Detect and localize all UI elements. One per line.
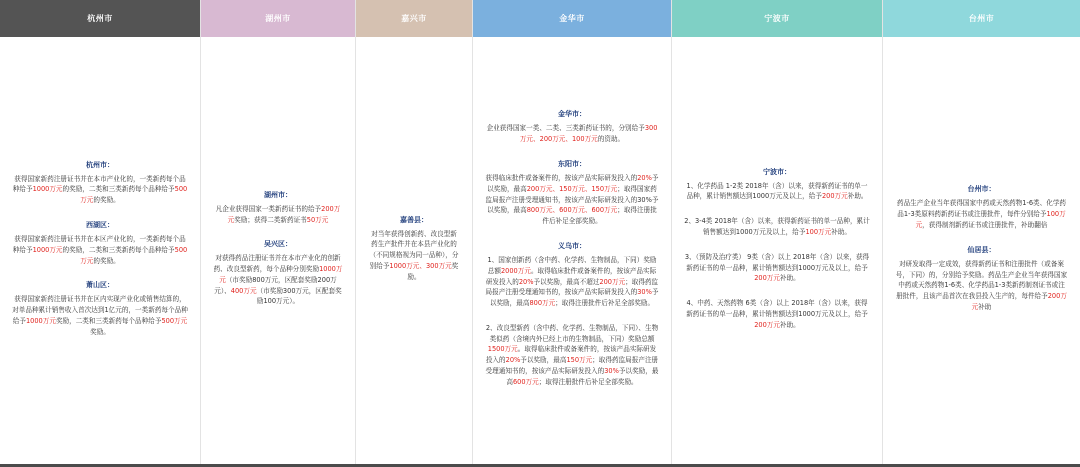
column-huzhou bbox=[201, 0, 356, 464]
text-run: ；取得药监局报产注册受理通知书的，按该产品实际研发投入的 bbox=[485, 277, 659, 297]
column-header: 杭州市 bbox=[0, 0, 200, 37]
text-run: 对研发取得一定成效，获得新药证书和注册批件（或备案号，下同）的，分别给予奖励。药品生产企业当年获得国家中药或天然药物1-6类、化学药品1-3类新药制剂证书或注册批件，且该产品首次在我县投入生产的，每件给予 bbox=[895, 259, 1068, 301]
highlight-amount: 1000万元 bbox=[32, 245, 63, 254]
text-run: （市奖励300万元，区配套奖励100万元）。 bbox=[256, 286, 342, 306]
text-run: 获得国家新药注册证书并在本区产业化的，一类新药每个品种给予 bbox=[12, 234, 186, 254]
policy-section bbox=[684, 216, 870, 238]
highlight-amount: 20% bbox=[518, 277, 534, 286]
highlight-amount: 2000万元 bbox=[500, 266, 531, 275]
text-run: 奖励。 bbox=[90, 327, 110, 336]
column-ningbo bbox=[672, 0, 883, 464]
policy-section bbox=[485, 159, 659, 227]
column-body bbox=[672, 37, 882, 464]
highlight-amount: 200万元 bbox=[971, 292, 1067, 311]
highlight-amount: 200万元 bbox=[227, 204, 341, 224]
text-run: 企业获得国家一类、二类、三类新药证书的，分别给予 bbox=[486, 124, 645, 133]
text-run: 予以奖励，最高 bbox=[489, 288, 659, 308]
text-run: ；取得注册批件后补足全部奖励。 bbox=[555, 299, 655, 308]
text-run: 3、（预防及治疗类） 9类（含）以上 2018年（含）以来，获得新药证书的单一品种，累计销售额达到1000万元及以上，给予 bbox=[684, 252, 870, 272]
region-name: 东阳市： bbox=[558, 159, 586, 168]
highlight-amount: 1000万元、300万元 bbox=[389, 261, 452, 270]
region-name: 嘉善县： bbox=[400, 215, 428, 224]
highlight-amount: 100万元 bbox=[805, 227, 832, 236]
column-header: 宁波市 bbox=[672, 0, 882, 37]
text-run: 予以奖励，最高 bbox=[520, 356, 567, 365]
highlight-amount: 30% bbox=[637, 288, 652, 297]
highlight-amount: 400万元 bbox=[230, 286, 257, 295]
highlight-amount: 800万元、600万元、600万元 bbox=[526, 206, 618, 215]
highlight-amount: 20% bbox=[505, 356, 521, 365]
text-run: 获得国家新药注册证书并在本市产业化的，一类新药每个品种给予 bbox=[12, 174, 186, 194]
policy-text bbox=[12, 234, 188, 266]
highlight-amount: 150万元 bbox=[566, 356, 593, 365]
region-name: 台州市： bbox=[967, 185, 996, 194]
region-name: 湖州市： bbox=[264, 190, 292, 199]
policy-text bbox=[12, 174, 188, 206]
region-name: 杭州市： bbox=[86, 160, 114, 169]
column-taizhou bbox=[883, 0, 1080, 464]
policy-text bbox=[895, 198, 1068, 230]
policy-section bbox=[684, 167, 870, 203]
column-body bbox=[356, 37, 472, 464]
region-name: 宁波市： bbox=[763, 167, 791, 176]
policy-section bbox=[368, 215, 460, 283]
policy-section bbox=[12, 280, 188, 337]
text-run: 补助。 bbox=[780, 274, 800, 283]
highlight-amount: 100万元 bbox=[915, 210, 1066, 229]
region-name: 吴兴区： bbox=[264, 240, 292, 249]
highlight-amount: 1000万元 bbox=[25, 316, 56, 325]
column-header: 金华市 bbox=[473, 0, 671, 37]
text-run: 。取得临床批件或备案件的，按该产品实际研发投入的 bbox=[485, 345, 657, 365]
text-run: 2、3-4类 2018年（含）以来，获得新药证书的单一品种，累计销售额达到1000万元及以上，给予 bbox=[684, 217, 870, 236]
policy-text bbox=[895, 259, 1068, 313]
text-run: 的资助。 bbox=[597, 135, 625, 144]
text-run: 补助。 bbox=[847, 192, 868, 201]
highlight-amount: 500万元 bbox=[161, 316, 188, 325]
text-run: 1、化学药品 1-2类 2018年（含）以来，获得新药证书的单一品种，累计销售额达到1000万元及以上，给予 bbox=[686, 181, 868, 201]
text-run: 予以奖励，最高不超过 bbox=[533, 277, 600, 286]
highlight-amount: 300万元、200万元、100万元 bbox=[519, 124, 658, 144]
highlight-amount: 50万元 bbox=[306, 215, 329, 224]
column-hangzhou bbox=[0, 0, 201, 464]
policy-section bbox=[684, 252, 870, 284]
policy-text bbox=[485, 173, 659, 227]
policy-text bbox=[684, 181, 870, 203]
text-run: 获得临床批件或备案件的，按该产品实际研发投入的 bbox=[485, 173, 638, 182]
policy-section bbox=[485, 109, 659, 145]
policy-text bbox=[684, 216, 870, 238]
text-run: ；取得注册批件后补足全部奖励。 bbox=[542, 206, 657, 226]
text-run: 的奖励。 bbox=[93, 256, 120, 265]
highlight-amount: 200万元 bbox=[754, 274, 780, 283]
text-run: 对获得药品注册证书并在本市产业化的创新药、改良型新药，每个品种分别奖励 bbox=[213, 254, 341, 274]
column-body bbox=[0, 37, 200, 464]
highlight-amount: 800万元 bbox=[529, 299, 556, 308]
highlight-amount: 1000万元 bbox=[32, 185, 63, 194]
text-run: ，获得制剂新药证书或注册批件，补助翻倍 bbox=[922, 220, 1048, 229]
policy-text bbox=[684, 252, 870, 284]
region-name: 义乌市： bbox=[558, 241, 586, 250]
text-run: 奖励，二类和三类新药每个品种给予 bbox=[55, 316, 162, 325]
column-header: 嘉兴市 bbox=[356, 0, 472, 37]
column-jiaxing bbox=[356, 0, 473, 464]
text-run: 1、国家创新药（含中药、化学药、生物制品，下同）奖励总额 bbox=[487, 255, 657, 275]
text-run: 的奖励，二类和三类新药每个品种给予 bbox=[62, 245, 175, 254]
text-run: 补助。 bbox=[780, 320, 800, 329]
column-body bbox=[883, 37, 1080, 464]
policy-section bbox=[213, 239, 343, 307]
highlight-amount: 200万元 bbox=[599, 277, 626, 286]
text-run: 药品生产企业当年获得国家中药或天然药物1-6类、化学药品1-3类原料药新药证书或注册批件，每件分别给予 bbox=[896, 199, 1067, 219]
text-run: ；取得国家药监局报产注册受理通知书，按该产品实际研发投入的30%予以奖励，最高 bbox=[485, 184, 659, 215]
text-run: 补助。 bbox=[831, 227, 852, 236]
text-run: 予以奖励，最高 bbox=[487, 173, 659, 193]
policy-section bbox=[485, 323, 659, 388]
policy-section bbox=[485, 241, 659, 309]
policy-text bbox=[12, 294, 188, 337]
policy-section bbox=[12, 160, 188, 206]
policy-text bbox=[684, 298, 870, 330]
column-jinhua bbox=[473, 0, 672, 464]
column-body bbox=[473, 37, 671, 464]
policy-section bbox=[895, 184, 1068, 230]
text-run: （市奖励800万元，区配套奖励200万元）、 bbox=[214, 275, 337, 295]
region-name: 仙居县： bbox=[967, 245, 996, 254]
text-run: 4、中药、天然药物 6类（含）以上 2018年（含）以来，获得新药证书的单一品种，累计销售额达到1000万元及以上，给予 bbox=[686, 299, 868, 318]
text-run: 补助 bbox=[978, 302, 992, 311]
highlight-amount: 600万元 bbox=[512, 377, 539, 386]
highlight-amount: 200万元 bbox=[754, 320, 780, 329]
text-run: 2、改良型新药（含中药、化学药、生物制品，下同）、生物类似药（含境内外已经上市的生物制品，下同）奖励总额 bbox=[485, 323, 659, 343]
text-run: 的奖励，二类和三类新药每个品种给予 bbox=[62, 185, 175, 194]
text-run: 奖励。 bbox=[407, 261, 459, 281]
policy-text bbox=[485, 255, 659, 309]
text-run: ；取得注册批件后补足全部奖励。 bbox=[538, 377, 638, 386]
highlight-amount: 500万元 bbox=[80, 185, 188, 205]
policy-section bbox=[12, 220, 188, 266]
highlight-amount: 30% bbox=[604, 367, 619, 376]
policy-text bbox=[368, 229, 460, 283]
region-name: 金华市： bbox=[558, 110, 586, 119]
text-run: 获得国家新药注册证书并在区内实现产业化或销售结算的，对单品种累计销售收入首次达到1亿元的，一类新药每个品种给予 bbox=[12, 295, 188, 325]
highlight-amount: 20% bbox=[637, 173, 652, 182]
highlight-amount: 1500万元 bbox=[487, 345, 518, 354]
text-run: 凡企业获得国家一类新药证书的给予 bbox=[215, 204, 322, 213]
highlight-amount: 200万元 bbox=[821, 192, 848, 201]
policy-text bbox=[213, 204, 343, 226]
policy-section bbox=[213, 190, 343, 226]
highlight-amount: 1000万元 bbox=[219, 265, 343, 284]
highlight-amount: 200万元、150万元、150万元 bbox=[526, 184, 618, 193]
text-run: 予以奖励，最高 bbox=[506, 367, 659, 386]
policy-text bbox=[485, 323, 659, 388]
text-run: ；取得药监局报产注册受理通知书的，按该产品实际研发投入的 bbox=[485, 356, 659, 376]
policy-section bbox=[895, 245, 1068, 313]
text-run: 的奖励。 bbox=[93, 196, 120, 205]
highlight-amount: 500万元 bbox=[80, 245, 188, 265]
policy-text bbox=[485, 123, 659, 145]
column-body bbox=[201, 37, 355, 464]
text-run: 奖励；获得二类新药证书 bbox=[234, 215, 307, 224]
column-header: 湖州市 bbox=[201, 0, 355, 37]
policy-text bbox=[213, 253, 343, 307]
region-name: 萧山区： bbox=[86, 281, 114, 290]
region-name: 西湖区： bbox=[86, 220, 114, 229]
policy-section bbox=[684, 298, 870, 330]
text-run: 。取得临床批件或备案件的，按该产品实际研发投入的 bbox=[485, 266, 657, 286]
column-header: 台州市 bbox=[883, 0, 1080, 37]
text-run: 对当年获得创新药、改良型新药生产批件并在本县产业化的（不同规格视为同一品种），分别给予 bbox=[369, 229, 459, 270]
